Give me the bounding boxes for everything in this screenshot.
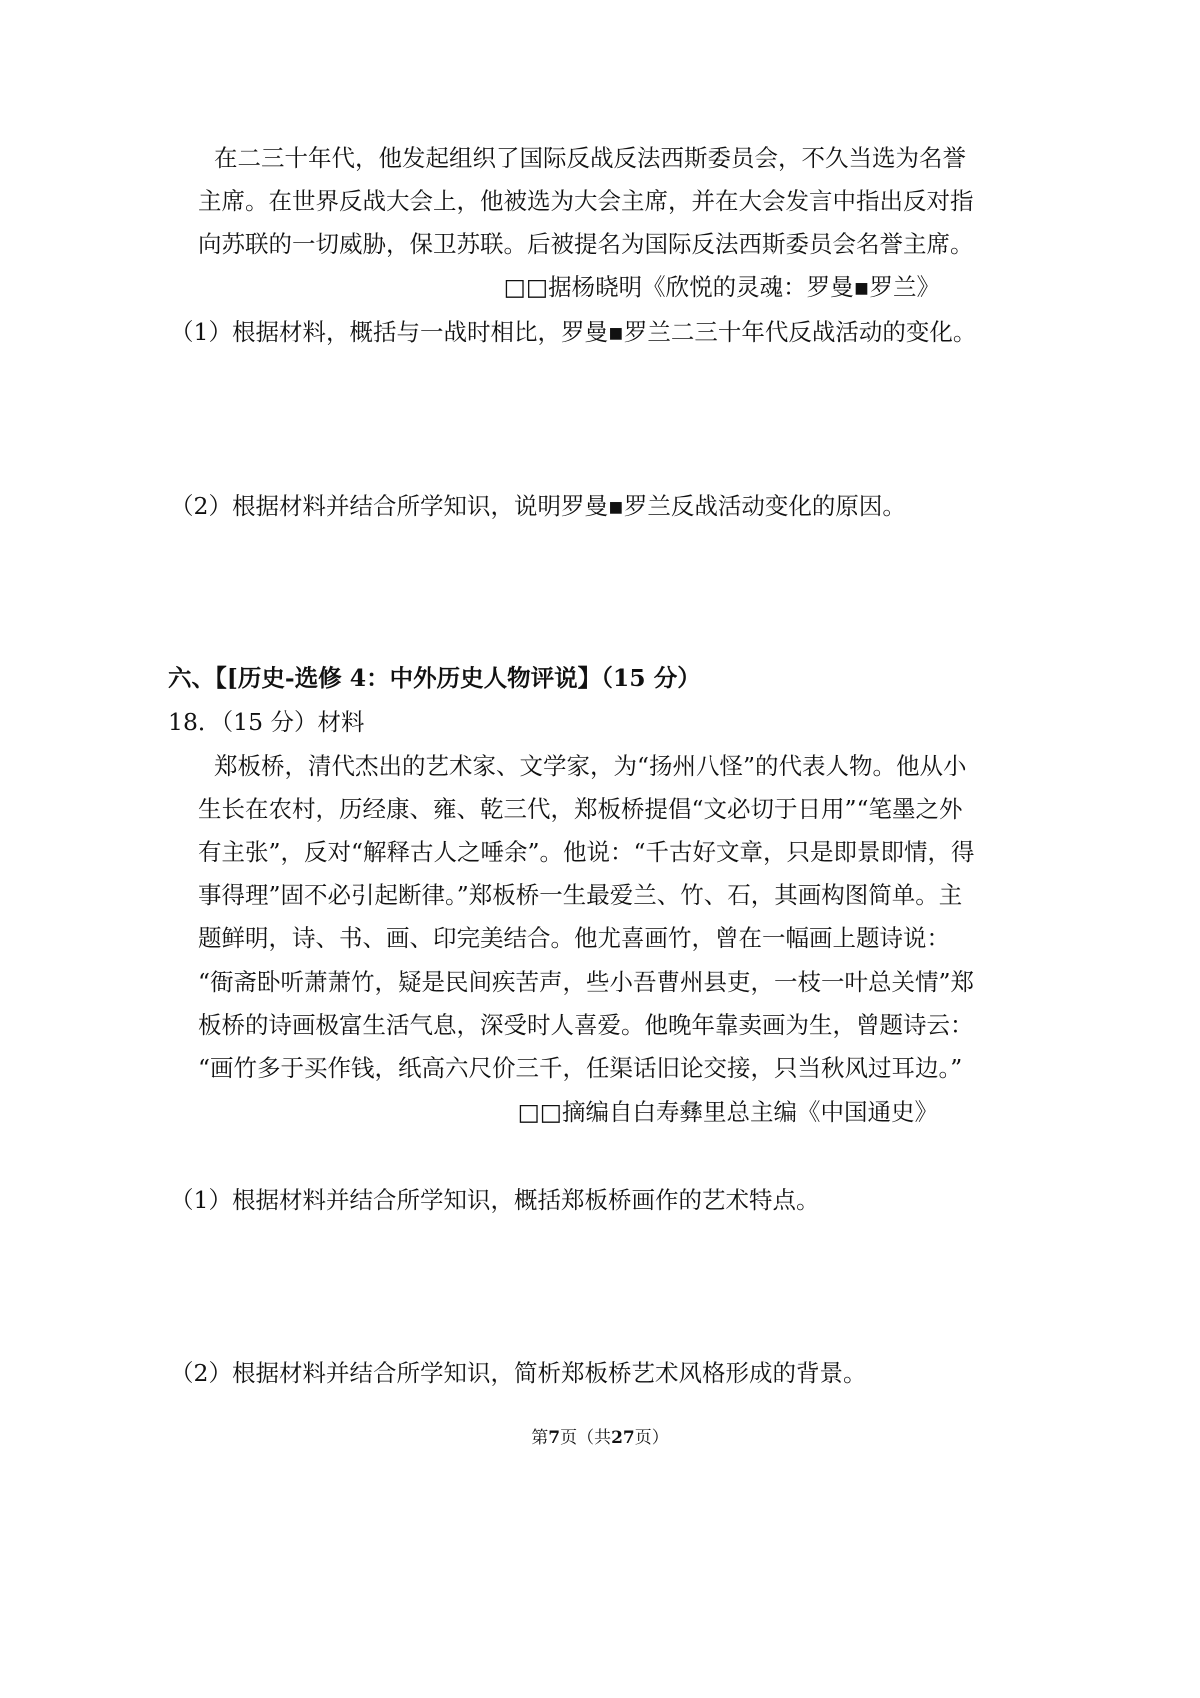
passage17-line-2: 主席。在世界反战大会上，他被选为大会主席，并在大会发言中指出反对指 <box>198 187 974 215</box>
passage18-line-5: 题鲜明，诗、书、画、印完美结合。他尤喜画竹，曾在一幅画上题诗说： <box>198 924 950 952</box>
page-footer <box>0 1422 1200 1454</box>
passage17-line-1: 在二三十年代，他发起组织了国际反战反法西斯委员会，不久当选为名誉 <box>214 144 966 172</box>
passage17-line-3: 向苏联的一切威胁，保卫苏联。后被提名为国际反法西斯委员会名誉主席。 <box>198 230 974 258</box>
passage18-line-1: 郑板桥，清代杰出的艺术家、文学家，为“扬州八怪”的代表人物。他从小 <box>214 752 967 780</box>
question18-part2: （2）根据材料并结合所学知识，简析郑板桥艺术风格形成的背景。 <box>170 1359 867 1387</box>
passage18-line-4: 事得理”固不必引起断律。”郑板桥一生最爱兰、竹、石，其画构图简单。主 <box>198 881 963 909</box>
passage18-line-6: “衙斋卧听萧萧竹，疑是民间疾苦声，些小吾曹州县吏，一枝一叶总关情”郑 <box>198 968 975 996</box>
passage18-source: □□摘编自白寿彝里总主编《中国通史》 <box>517 1098 938 1126</box>
footer-total-pages: 27 <box>611 1428 635 1448</box>
footer-suffix: 页） <box>634 1428 669 1448</box>
footer-page-number: 7 <box>548 1428 561 1448</box>
question17-part1: （1）根据材料，概括与一战时相比，罗曼▪罗兰二三十年代反战活动的变化。 <box>170 318 977 346</box>
passage18-line-3: 有主张”，反对“解释古人之唾余”。他说：“千古好文章，只是即景即情，得 <box>198 838 975 866</box>
footer-middle: 页（共 <box>560 1428 612 1448</box>
section6-heading: 六、【[历史-选修 4：中外历史人物评说】（15 分） <box>168 664 701 692</box>
passage17-source: □□据杨晓明《欣悦的灵魂：罗曼▪罗兰》 <box>503 273 940 301</box>
passage18-line-2: 生长在农村，历经康、雍、乾三代，郑板桥提倡“文必切于日用”“笔墨之外 <box>198 795 963 823</box>
passage18-line-8: “画竹多于买作钱，纸高六尺价三千，任渠话旧论交接，只当秋风过耳边。” <box>198 1054 963 1082</box>
question17-part2: （2）根据材料并结合所学知识，说明罗曼▪罗兰反战活动变化的原因。 <box>170 492 906 520</box>
question18-part1: （1）根据材料并结合所学知识，概括郑板桥画作的艺术特点。 <box>170 1186 820 1214</box>
footer-prefix: 第 <box>531 1428 549 1448</box>
question18-header: 18．（15 分）材料 <box>168 708 365 736</box>
passage18-line-7: 板桥的诗画极富生活气息，深受时人喜爱。他晚年靠卖画为生，曾题诗云： <box>198 1011 974 1039</box>
